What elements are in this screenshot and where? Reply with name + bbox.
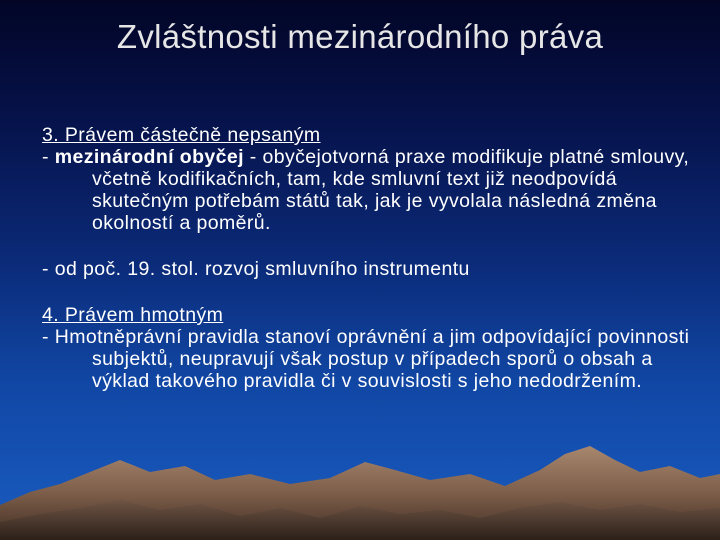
section-3-item-customary-law: [42, 146, 692, 234]
slide-title: Zvláštnosti mezinárodního práva: [116, 18, 604, 55]
spacer: [42, 280, 692, 304]
item-prefix: -: [42, 146, 55, 168]
spacer: [42, 234, 692, 258]
section-3-heading: 3. Právem částečně nepsaným: [42, 124, 321, 146]
customary-law-definition: - obyčejotvorná praxe modifikuje platné smlouvy, včetně kodifikačních, tam, kde smluvní text již neodpovídá skutečným potřebám států tak, jak je vyvolala následná změna okolností a poměrů.: [92, 146, 690, 234]
slide-content: [42, 124, 692, 392]
mountain-range-illustration: [0, 400, 720, 540]
customary-law-term: mezinárodní obyčej: [54, 146, 244, 168]
section-4-heading: 4. Právem hmotným: [42, 304, 224, 326]
section-3-item-treaty-development: - od poč. 19. stol. rozvoj smluvního instrumentu: [42, 258, 470, 280]
section-4-item-substantive-rules: - Hmotněprávní pravidla stanoví oprávnění a jim odpovídající povinnosti subjektů, neupravují však postup v případech sporů o obsah a výklad takového pravidla či v souvislosti s jeho nedodržením.: [42, 326, 690, 392]
